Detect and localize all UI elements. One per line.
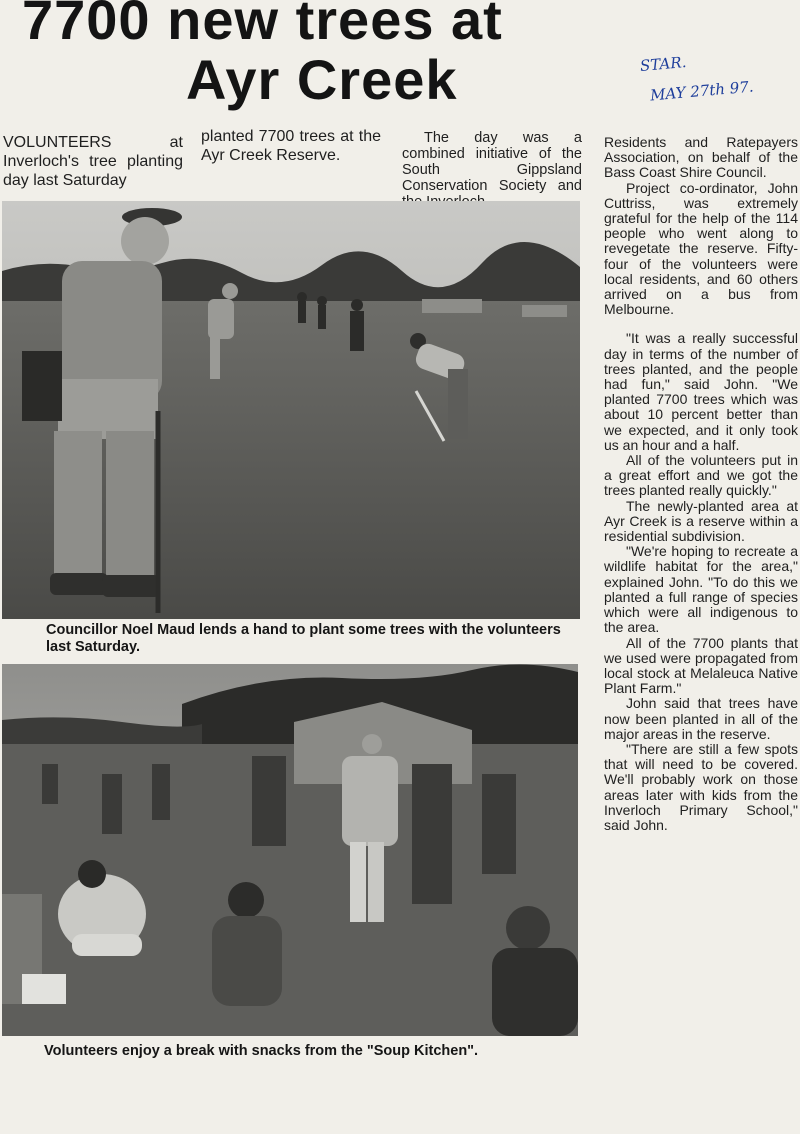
intro-column-3: The day was a combined initiative of the South Gippsland Conservation Society and — [402, 130, 582, 194]
body-paragraph-2: Project co-ordinator, John Cuttriss, was extremely grateful for the help of the 114 people who went along to revegetate the reserve. Fifty-four of the volunteers were local residents, and 60 others arrived on a bus from Melbourne. — [604, 179, 798, 318]
handwritten-source-note: STAR. — [639, 53, 688, 75]
photo-tree-planting-image — [2, 201, 580, 619]
article-body-column — [604, 135, 798, 833]
headline-line-2: Ayr Creek — [186, 48, 458, 111]
body-paragraph-4: All of the volunteers put in a great effort and we got the trees planted really quickly." — [604, 452, 798, 499]
intro-column-1: VOLUNTEERS at Inverloch's tree planting day last Saturday — [3, 134, 183, 189]
photo-soup-kitchen-image — [2, 664, 578, 1036]
body-paragraph-1: Residents and Ratepayers Association, on behalf of the Bass Coast Shire Council. — [604, 134, 798, 181]
body-paragraph-8: John said that trees have now been planted in all of the major areas in the reserve. — [604, 695, 798, 742]
body-paragraph-5: The newly-planted area at Ayr Creek is a reserve within a residential subdivision. — [604, 497, 798, 545]
photo-soup-kitchen — [2, 664, 578, 1036]
body-paragraph-7: All of the 7700 plants that we used were propagated from local stock at Melaleuca Native Plant Farm." — [604, 634, 798, 697]
photo-1-caption: Councillor Noel Maud lends a hand to plant some trees with the volunteers last Saturday. — [46, 622, 561, 655]
handwritten-date-note: MAY 27th 97. — [649, 77, 755, 105]
photo-2-caption: Volunteers enjoy a break with snacks from the "Soup Kitchen". — [44, 1043, 479, 1059]
headline-line-1: 7700 new trees at — [22, 0, 503, 51]
intro-column-2: planted 7700 trees at the Ayr Creek Reserve. — [201, 128, 381, 164]
body-paragraph-9: "There are still a few spots that will need to be covered. We'll probably work on those areas later with kids from the Inverloch Primary School," said John. — [604, 740, 798, 833]
body-paragraph-6: "We're hoping to recreate a wildlife habitat for the area," explained John. "To do this we planted a full range of species which were all indigenous to the area. — [604, 543, 798, 636]
photo-tree-planting — [2, 201, 580, 619]
body-paragraph-3: "It was a really successful day in terms of the number of trees planted, and the people had fun," said John. "We planted 7700 trees which was about 10 percent better than we expected, and it only took us an hour and a half. — [604, 330, 798, 453]
